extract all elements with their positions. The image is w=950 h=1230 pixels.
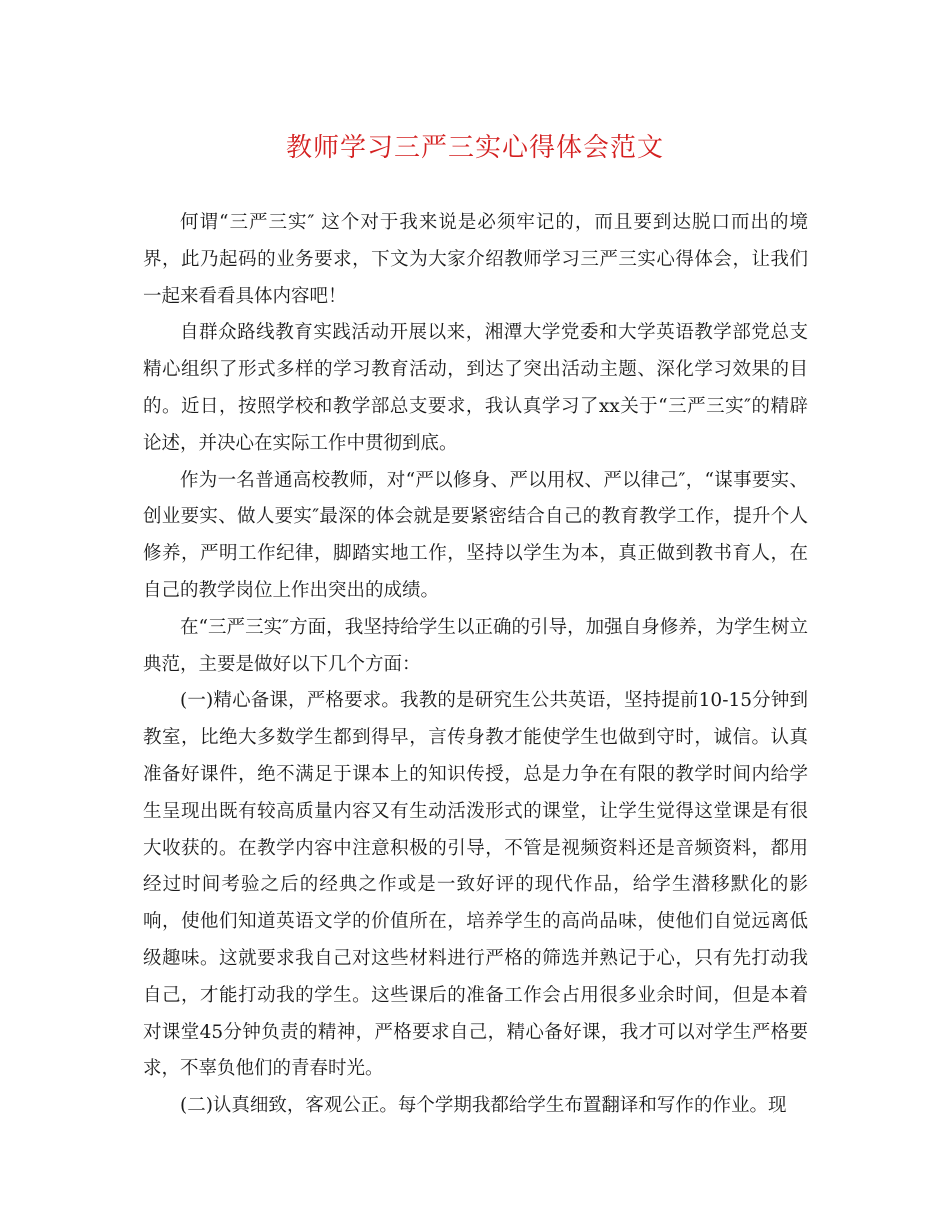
paragraph-aspects-intro: 在“三严三实″方面，我坚持给学生以正确的引导，加强自身修养，为学生树立典范，主要是做好以下几个方面：: [143, 616, 808, 675]
paragraph-intro: 何谓“三严三实″ 这个对于我来说是必须牢记的，而且要到达脱口而出的境界，此乃起码的业务要求，下文为大家介绍教师学习三严三实心得体会，让我们一起来看看具体内容吧！: [143, 212, 808, 307]
paragraph-reflection: 作为一名普通高校教师，对“严以修身、严以用权、严以律己″，“谋事要实、创业要实、做人要实″最深的体会就是要紧密结合自己的教育教学工作，提升个人修养，严明工作纪律，脚踏实地工作，坚持以学生为本，真正做到教书育人，在自己的教学岗位上作出突出的成绩。: [143, 469, 808, 601]
document-body: [143, 205, 808, 1125]
paragraph-point-one: (一)精心备课，严格要求。我教的是研究生公共英语，坚持提前10-15分钟到教室，比绝大多数学生都到得早，言传身教才能使学生也做到守时，诚信。认真准备好课件，绝不满足于课本上的知识传授，总是力争在有限的教学时间内给学生呈现出既有较高质量内容又有生动活泼形式的课堂，让学生觉得这堂课是有很大收获的。在教学内容中注意积极的引导，不管是视频资料还是音频资料，都用经过时间考验之后的经典之作或是一致好评的现代作品，给学生潜移默化的影响，使他们知道英语文学的价值所在，培养学生的高尚品味，使他们自觉远离低级趣味。这就要求我自己对这些材料进行严格的筛选并熟记于心，只有先打动我自己，才能打动我的学生。这些课后的准备工作会占用很多业余时间，但是本着对课堂45分钟负责的精神，严格要求自己，精心备好课，我才可以对学生严格要求，不辜负他们的青春时光。: [143, 690, 808, 1080]
paragraph-point-two: (二)认真细致，客观公正。每个学期我都给学生布置翻译和写作的作业。现: [180, 1095, 787, 1117]
document-title: 教师学习三严三实心得体会范文: [285, 133, 664, 163]
paragraph-background: 自群众路线教育实践活动开展以来，湘潭大学党委和大学英语教学部党总支精心组织了形式多样的学习教育活动，到达了突出活动主题、深化学习效果的目的。近日，按照学校和教学部总支要求，我认真学习了xx关于“三严三实″的精辟论述，并决心在实际工作中贯彻到底。: [143, 322, 808, 454]
